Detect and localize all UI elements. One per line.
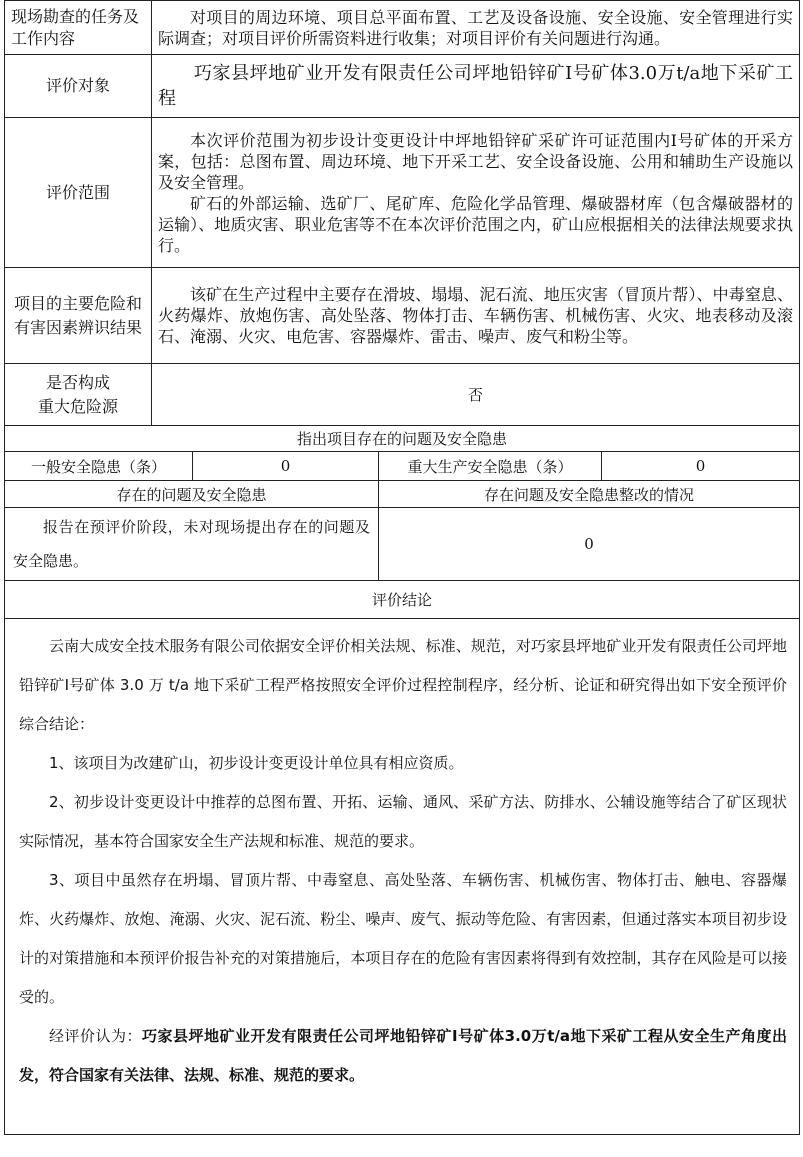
conclusion-para-1: 云南大成安全技术服务有限公司依据安全评价相关法规、标准、规范，对巧家县坪地矿业开发有限责任公司坪地铅锌矿Ⅰ号矿体 3.0 万 t/a 地下采矿工程严格按照安全评价过程控制程序，经分析、论证和研究得出如下安全预评价综合结论：	[19, 637, 788, 733]
scope-cell	[152, 118, 800, 268]
general-hazard-count: 0	[193, 452, 379, 481]
row-object	[5, 55, 800, 118]
conclusion-para-3: 2、初步设计变更设计中推荐的总图布置、开拓、运输、通风、采矿方法、防排水、公辅设施等结合了矿区现状实际情况，基本符合国家安全生产法规和标准、规范的要求。	[19, 793, 788, 850]
general-hazard-label: 一般安全隐患（条）	[5, 452, 193, 481]
rectify-column-header: 存在问题及安全隐患整改的情况	[379, 481, 800, 508]
major-hazard-count-label: 重大生产安全隐患（条）	[379, 452, 602, 481]
issues-heading-row	[5, 426, 800, 452]
conclusion-para-2: 1、该项目为改建矿山，初步设计变更设计单位具有相应资质。	[49, 754, 464, 772]
conclusion-body	[5, 619, 800, 1135]
conclusion-para-4: 3、项目中虽然存在坍塌、冒顶片帮、中毒窒息、高处坠落、车辆伤害、机械伤害、物体打击、触电、容器爆炸、火药爆炸、放炮、淹溺、火灾、泥石流、粉尘、噪声、废气、振动等危险、有害因素，但通过落实本项目初步设计的对策措施和本预评价报告补充的对策措施后，本项目存在的危险有害因素将得到有效控制，其存在风险是可以接受的。	[19, 871, 788, 1006]
issues-content-row	[5, 508, 800, 581]
major-hazard-label	[5, 364, 152, 426]
problems-text: 报告在预评价阶段，未对现场提出存在的问题及安全隐患。	[5, 508, 379, 581]
major-hazard-label-line1: 是否构成	[45, 372, 110, 392]
row-survey	[5, 1, 800, 55]
conclusion-heading-row	[5, 581, 800, 619]
issues-count-row	[5, 452, 800, 481]
conclusion-row	[5, 619, 800, 1135]
conclusion-para-5-prefix: 经评价认为：	[49, 1027, 143, 1045]
evaluation-info-table	[4, 0, 800, 426]
problems-column-header: 存在的问题及安全隐患	[5, 481, 379, 508]
issues-heading: 指出项目存在的问题及安全隐患	[5, 426, 800, 452]
hazards-text: 该矿在生产过程中主要存在滑坡、塌塌、泥石流、地压灾害（冒顶片帮）、中毒窒息、火药爆炸、放炮伤害、高处坠落、物体打击、车辆伤害、机械伤害、火灾、地表移动及滚石、淹溺、火灾、电危害、容器爆炸、雷击、噪声、废气和粉尘等。	[152, 268, 800, 364]
row-scope	[5, 118, 800, 268]
survey-label: 现场勘查的任务及工作内容	[5, 1, 152, 55]
conclusion-para-5	[19, 1017, 787, 1095]
row-major-hazard	[5, 364, 800, 426]
report-page	[4, 0, 799, 1135]
issues-table	[4, 425, 800, 1135]
rectify-value: 0	[379, 508, 800, 581]
scope-para-1: 本次评价范围为初步设计变更设计中坪地铅锌矿采矿许可证范围内Ⅰ号矿体的开采方案，包括：总图布置、周边环境、地下开采工艺、安全设备设施、公用和辅助生产设施以及安全管理。	[158, 130, 793, 192]
survey-text: 对项目的周边环境、项目总平面布置、工艺及设备设施、安全设施、安全管理进行实际调查；对项目评价所需资料进行收集；对项目评价有关问题进行沟通。	[152, 1, 800, 55]
scope-label: 评价范围	[5, 118, 152, 268]
issues-columns-row	[5, 481, 800, 508]
scope-para-2: 矿石的外部运输、选矿厂、尾矿库、危险化学品管理、爆破器材库（包含爆破器材的运输）、地质灾害、职业危害等不在本次评价范围之内，矿山应根据相关的法律法规要求执行。	[158, 193, 793, 255]
conclusion-heading: 评价结论	[5, 581, 800, 619]
object-text: 巧家县坪地矿业开发有限责任公司坪地铅锌矿Ⅰ号矿体3.0万t/a地下采矿工程	[152, 55, 800, 118]
row-hazards	[5, 268, 800, 364]
major-hazard-count: 0	[602, 452, 800, 481]
hazards-label: 项目的主要危险和有害因素辨识结果	[5, 268, 152, 364]
object-label: 评价对象	[5, 55, 152, 118]
major-hazard-label-line2: 重大危险源	[37, 396, 118, 416]
conclusion-para-5-bold: 巧家县坪地矿业开发有限责任公司坪地铅锌矿Ⅰ号矿体3.0万t/a地下采矿工程从安全生产角度出发，符合国家有关法律、法规、标准、规范的要求。	[19, 1027, 787, 1084]
major-hazard-value: 否	[152, 364, 800, 426]
